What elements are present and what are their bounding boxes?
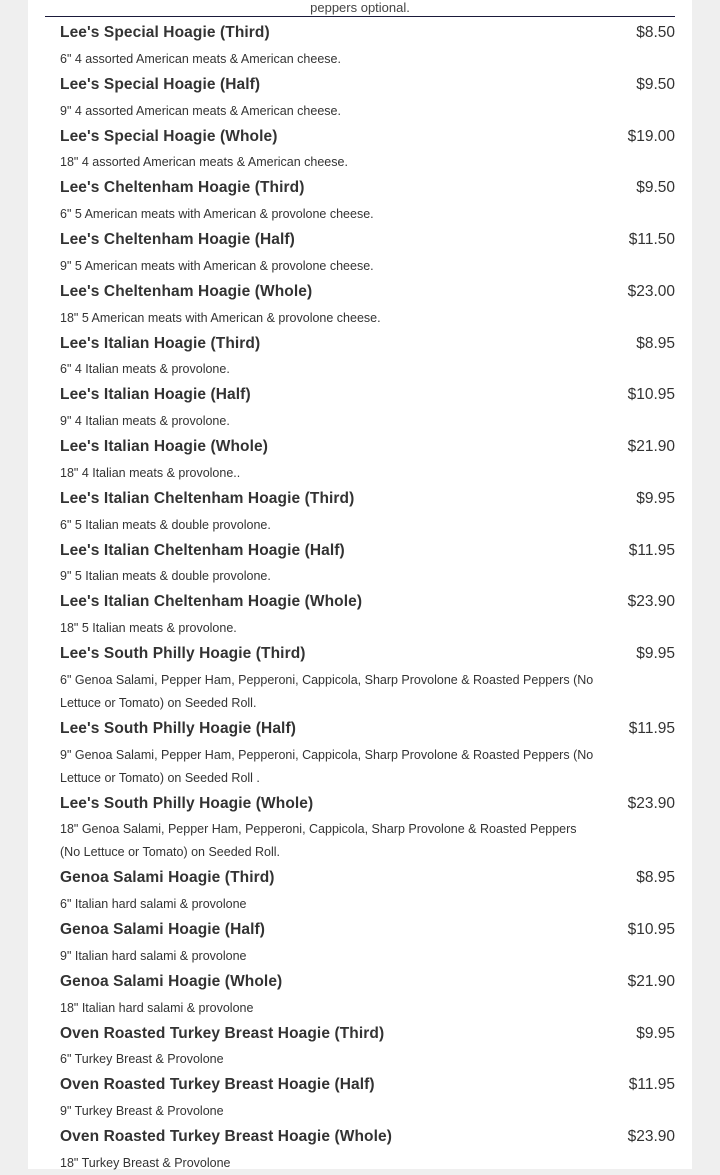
- menu-item[interactable]: [60, 19, 675, 71]
- menu-item[interactable]: [60, 968, 675, 1020]
- menu-item-description: 6" Genoa Salami, Pepper Ham, Pepperoni, Cappicola, Sharp Provolone & Roasted Peppers (No Lettuce or Tomato) on Seeded Roll.: [60, 672, 594, 710]
- menu-item-name[interactable]: Lee's South Philly Hoagie (Half): [60, 719, 296, 737]
- menu-item[interactable]: [60, 433, 675, 485]
- menu-item-name[interactable]: Lee's Special Hoagie (Third): [60, 24, 270, 41]
- menu-item-price: $11.50: [628, 231, 675, 248]
- menu-item[interactable]: [60, 485, 675, 537]
- menu-item-description: 18" Genoa Salami, Pepper Ham, Pepperoni, Cappicola, Sharp Provolone & Roasted Peppers (No Lettuce or Tomato) on Seeded Roll.: [60, 822, 577, 860]
- menu-item-description: 18" 5 Italian meats & provolone.: [60, 621, 237, 635]
- menu-item-list: [60, 19, 675, 1175]
- menu-item[interactable]: [60, 1020, 675, 1072]
- menu-item[interactable]: [60, 381, 675, 433]
- menu-item-name[interactable]: Lee's Italian Cheltenham Hoagie (Whole): [60, 593, 363, 611]
- menu-item-description: 18" 5 American meats with American & provolone cheese.: [60, 310, 381, 325]
- menu-item-name[interactable]: Lee's South Philly Hoagie (Whole): [60, 794, 314, 812]
- menu-item-description: 18" Turkey Breast & Provolone: [60, 1155, 231, 1170]
- menu-item-name[interactable]: Lee's Special Hoagie (Half): [60, 75, 261, 93]
- menu-item-description: 9" 5 Italian meats & double provolone.: [60, 569, 271, 584]
- menu-item-name[interactable]: Lee's Italian Cheltenham Hoagie (Half): [60, 541, 345, 559]
- menu-item-name[interactable]: Lee's South Philly Hoagie (Third): [60, 645, 306, 662]
- menu-item-description: 6" 5 Italian meats & double provolone.: [60, 517, 271, 532]
- menu-item-name[interactable]: Oven Roasted Turkey Breast Hoagie (Third): [60, 1024, 385, 1042]
- menu-item-price: $23.90: [627, 1128, 675, 1145]
- menu-item[interactable]: [60, 278, 675, 330]
- menu-item-price: $9.95: [636, 1024, 675, 1042]
- menu-item-price: $9.50: [636, 179, 675, 197]
- menu-item[interactable]: [60, 916, 675, 968]
- section-divider: [45, 16, 675, 17]
- menu-item[interactable]: [60, 588, 675, 640]
- menu-item-price: $10.95: [627, 921, 675, 938]
- menu-item-description: 18" Italian hard salami & provolone: [60, 1000, 254, 1015]
- menu-item-price: $10.95: [627, 386, 675, 404]
- menu-item-description: 6" Turkey Breast & Provolone: [60, 1052, 224, 1067]
- menu-item-description: 18" 4 assorted American meats & American cheese.: [60, 155, 348, 170]
- menu-item-name[interactable]: Genoa Salami Hoagie (Half): [60, 921, 266, 938]
- menu-item-price: $11.95: [628, 541, 675, 559]
- previous-item-description: peppers optional.: [310, 0, 410, 15]
- menu-item[interactable]: [60, 1123, 675, 1175]
- menu-item-name[interactable]: Lee's Special Hoagie (Whole): [60, 127, 278, 145]
- menu-item-price: $19.00: [627, 127, 675, 145]
- menu-item-description: 6" 5 American meats with American & provolone cheese.: [60, 207, 374, 221]
- menu-item-price: $21.90: [627, 438, 675, 455]
- menu-item-description: 6" Italian hard salami & provolone: [60, 897, 247, 911]
- menu-item-price: $9.95: [636, 489, 675, 507]
- menu-item-price: $23.00: [627, 282, 675, 300]
- menu-item-name[interactable]: Lee's Italian Hoagie (Whole): [60, 438, 269, 455]
- menu-item-name[interactable]: Lee's Cheltenham Hoagie (Half): [60, 231, 295, 248]
- menu-item[interactable]: [60, 537, 675, 589]
- menu-item-description: 9" Turkey Breast & Provolone: [60, 1104, 224, 1118]
- menu-item-name[interactable]: Lee's Cheltenham Hoagie (Whole): [60, 282, 313, 300]
- menu-item-name[interactable]: Lee's Italian Hoagie (Half): [60, 386, 251, 404]
- menu-item-price: $21.90: [627, 972, 675, 990]
- menu-item-price: $11.95: [628, 1076, 675, 1094]
- menu-item-description: 9" 5 American meats with American & provolone cheese.: [60, 258, 374, 273]
- menu-item[interactable]: [60, 640, 675, 715]
- menu-item-description: 18" 4 Italian meats & provolone..: [60, 465, 241, 480]
- menu-item-name[interactable]: Lee's Cheltenham Hoagie (Third): [60, 179, 305, 197]
- menu-item-price: $8.50: [636, 24, 675, 41]
- menu-item-price: $23.90: [627, 794, 675, 812]
- menu-item-price: $9.95: [636, 645, 675, 662]
- menu-item-name[interactable]: Oven Roasted Turkey Breast Hoagie (Whole): [60, 1128, 392, 1145]
- menu-item-description: 9" 4 Italian meats & provolone.: [60, 414, 230, 428]
- menu-item[interactable]: [60, 790, 675, 865]
- menu-item[interactable]: [60, 330, 675, 382]
- menu-item-name[interactable]: Genoa Salami Hoagie (Whole): [60, 972, 283, 990]
- menu-item-name[interactable]: Lee's Italian Hoagie (Third): [60, 334, 261, 352]
- menu-item-description: 9" Italian hard salami & provolone: [60, 948, 247, 963]
- menu-item-description: 9" 4 assorted American meats & American cheese.: [60, 103, 341, 118]
- menu-item[interactable]: [60, 1071, 675, 1123]
- menu-item-description: 6" 4 assorted American meats & American cheese.: [60, 51, 341, 66]
- menu-item-name[interactable]: Lee's Italian Cheltenham Hoagie (Third): [60, 489, 355, 507]
- menu-item[interactable]: [60, 226, 675, 278]
- menu-item-description: 9" Genoa Salami, Pepper Ham, Pepperoni, Cappicola, Sharp Provolone & Roasted Peppers (No Lettuce or Tomato) on Seeded Roll .: [60, 747, 594, 785]
- menu-item-price: $8.95: [636, 334, 675, 352]
- menu-item-name[interactable]: Oven Roasted Turkey Breast Hoagie (Half): [60, 1076, 375, 1094]
- menu-item-price: $8.95: [636, 869, 675, 887]
- menu-item[interactable]: [60, 123, 675, 175]
- menu-item-description: 6" 4 Italian meats & provolone.: [60, 362, 230, 377]
- menu-item[interactable]: [60, 715, 675, 790]
- menu-item[interactable]: [60, 71, 675, 123]
- menu-item-price: $11.95: [628, 719, 675, 737]
- menu-item[interactable]: [60, 864, 675, 916]
- menu-item-price: $9.50: [636, 75, 675, 93]
- menu-item-price: $23.90: [627, 593, 675, 611]
- menu-item[interactable]: [60, 174, 675, 226]
- menu-item-name[interactable]: Genoa Salami Hoagie (Third): [60, 869, 275, 887]
